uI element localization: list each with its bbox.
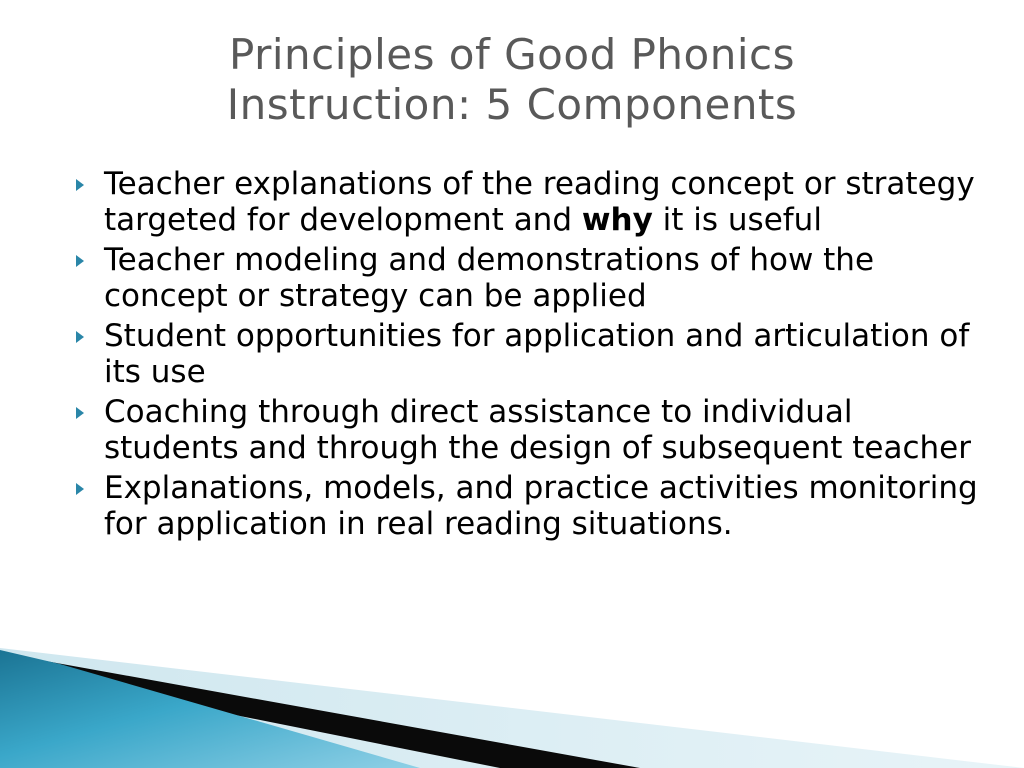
bullet-item-4: [70, 394, 980, 466]
footer-swoosh-decoration: [0, 640, 1024, 768]
right-triangle-icon: [76, 179, 84, 191]
bullet-item-1: [70, 166, 980, 238]
bullet-text: Coaching through direct assistance to individual students and through the design of subsequent teacher: [104, 394, 971, 466]
right-triangle-icon: [76, 483, 84, 495]
right-triangle-icon: [76, 255, 84, 267]
slide-title-line-2: Instruction: 5 Components: [226, 80, 798, 129]
bullet-item-3: [70, 318, 980, 390]
right-triangle-icon: [76, 407, 84, 419]
bullet-text: Explanations, models, and practice activities monitoring for application in real reading situations.: [104, 470, 978, 542]
bullet-list: [70, 166, 980, 546]
bullet-text: Teacher modeling and demonstrations of how the concept or strategy can be applied: [104, 242, 875, 314]
bullet-item-5: [70, 470, 980, 542]
slide-title: [0, 30, 1024, 130]
bullet-emphasis: why: [581, 202, 653, 238]
right-triangle-icon: [76, 331, 84, 343]
bullet-text: Teacher explanations of the reading concept or strategy targeted for development and: [104, 166, 975, 238]
slide-title-line-1: Principles of Good Phonics: [229, 30, 795, 79]
bullet-text: Student opportunities for application and articulation of its use: [104, 318, 970, 390]
bullet-text-end: it is useful: [652, 202, 822, 238]
bullet-item-2: [70, 242, 980, 314]
